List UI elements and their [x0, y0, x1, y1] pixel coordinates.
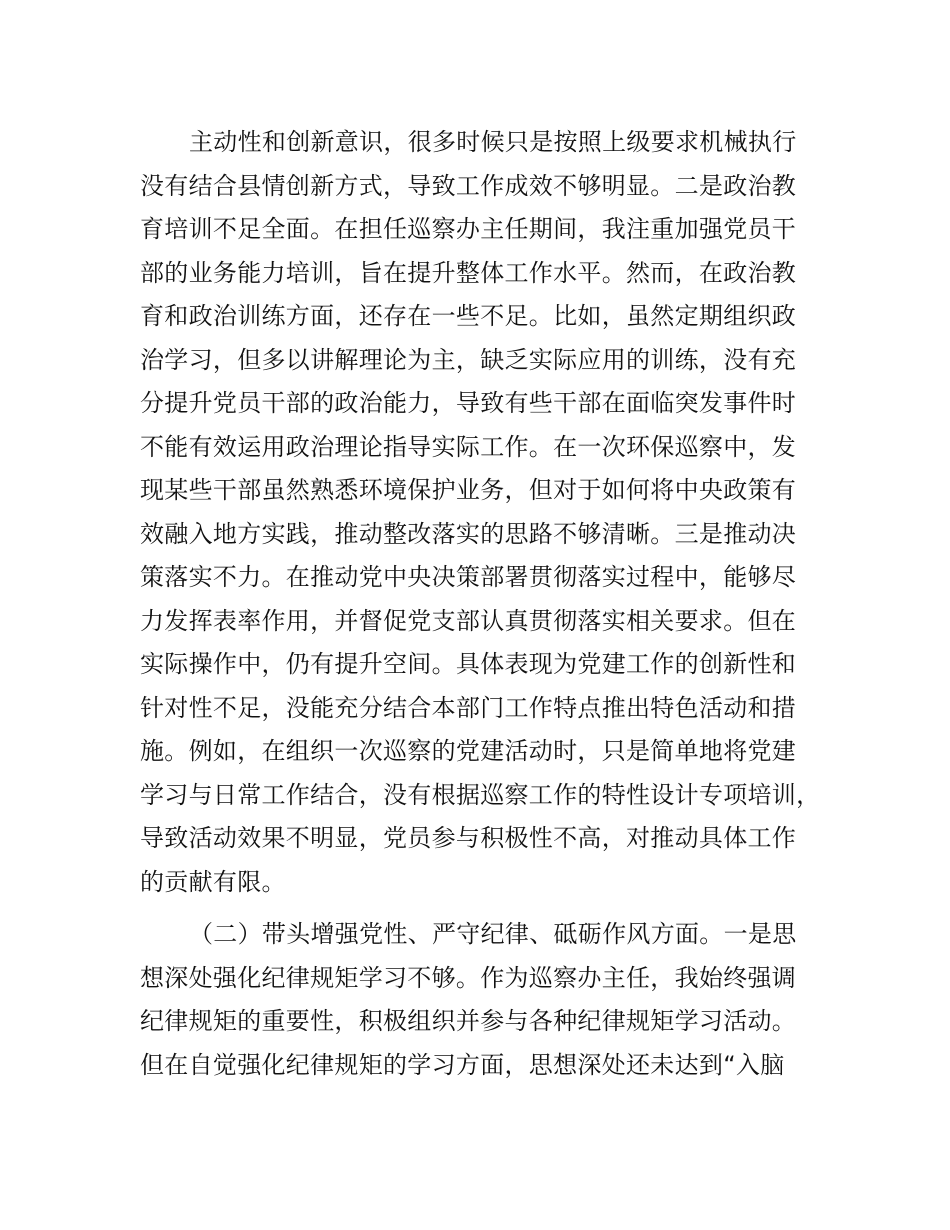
text-line: 导致活动效果不明显，党员参与积极性不高，对推动具体工作: [140, 824, 797, 852]
text-line: 分提升党员干部的政治能力，导致有些干部在面临突发事件时: [140, 389, 797, 417]
text-line: 治学习，但多以讲解理论为主，缺乏实际应用的训练，没有充: [140, 345, 797, 374]
text-line: （二）带头增强党性、严守纪律、砥砺作风方面。一是思: [189, 920, 797, 948]
text-line: 不能有效运用政治理论指导实际工作。在一次环保巡察中，发: [140, 432, 797, 461]
text-line: 育培训不足全面。在担任巡察办主任期间，我注重加强党员干: [140, 215, 797, 243]
text-line: 实际操作中，仍有提升空间。具体表现为党建工作的创新性和: [140, 650, 797, 678]
text-line: 策落实不力。在推动党中央决策部署贯彻落实过程中，能够尽: [140, 563, 797, 591]
text-line: 部的业务能力培训，旨在提升整体工作水平。然而，在政治教: [140, 258, 797, 287]
text-line: 育和政治训练方面，还存在一些不足。比如，虽然定期组织政: [140, 302, 797, 330]
text-line: 施。例如，在组织一次巡察的党建活动时，只是简单地将党建: [140, 737, 797, 765]
text-line: 主动性和创新意识，很多时候只是按照上级要求机械执行: [189, 128, 797, 156]
paragraph-1: [140, 121, 820, 904]
paragraph-spacer: [140, 904, 820, 913]
text-line: 针对性不足，没能充分结合本部门工作特点推出特色活动和措: [140, 693, 797, 722]
text-line: 力发挥表率作用，并督促党支部认真贯彻落实相关要求。但在: [140, 606, 797, 635]
paragraph-2: [140, 913, 820, 1087]
text-line: 学习与日常工作结合，没有根据巡察工作的特性设计专项培训，: [140, 780, 821, 809]
text-line: 没有结合县情创新方式，导致工作成效不够明显。二是政治教: [140, 171, 797, 200]
text-line: 现某些干部虽然熟悉环境保护业务，但对于如何将中央政策有: [140, 476, 797, 504]
text-line: 但在自觉强化纪律规矩的学习方面，思想深处还未达到“入脑: [140, 1050, 785, 1079]
text-line: 想深处强化纪律规矩学习不够。作为巡察办主任，我始终强调: [140, 963, 797, 992]
document-body: [140, 121, 820, 1087]
text-line: 纪律规矩的重要性，积极组织并参与各种纪律规矩学习活动。: [140, 1007, 797, 1035]
text-line: 效融入地方实践，推动整改落实的思路不够清晰。三是推动决: [140, 519, 797, 548]
text-line: 的贡献有限。: [140, 867, 286, 896]
